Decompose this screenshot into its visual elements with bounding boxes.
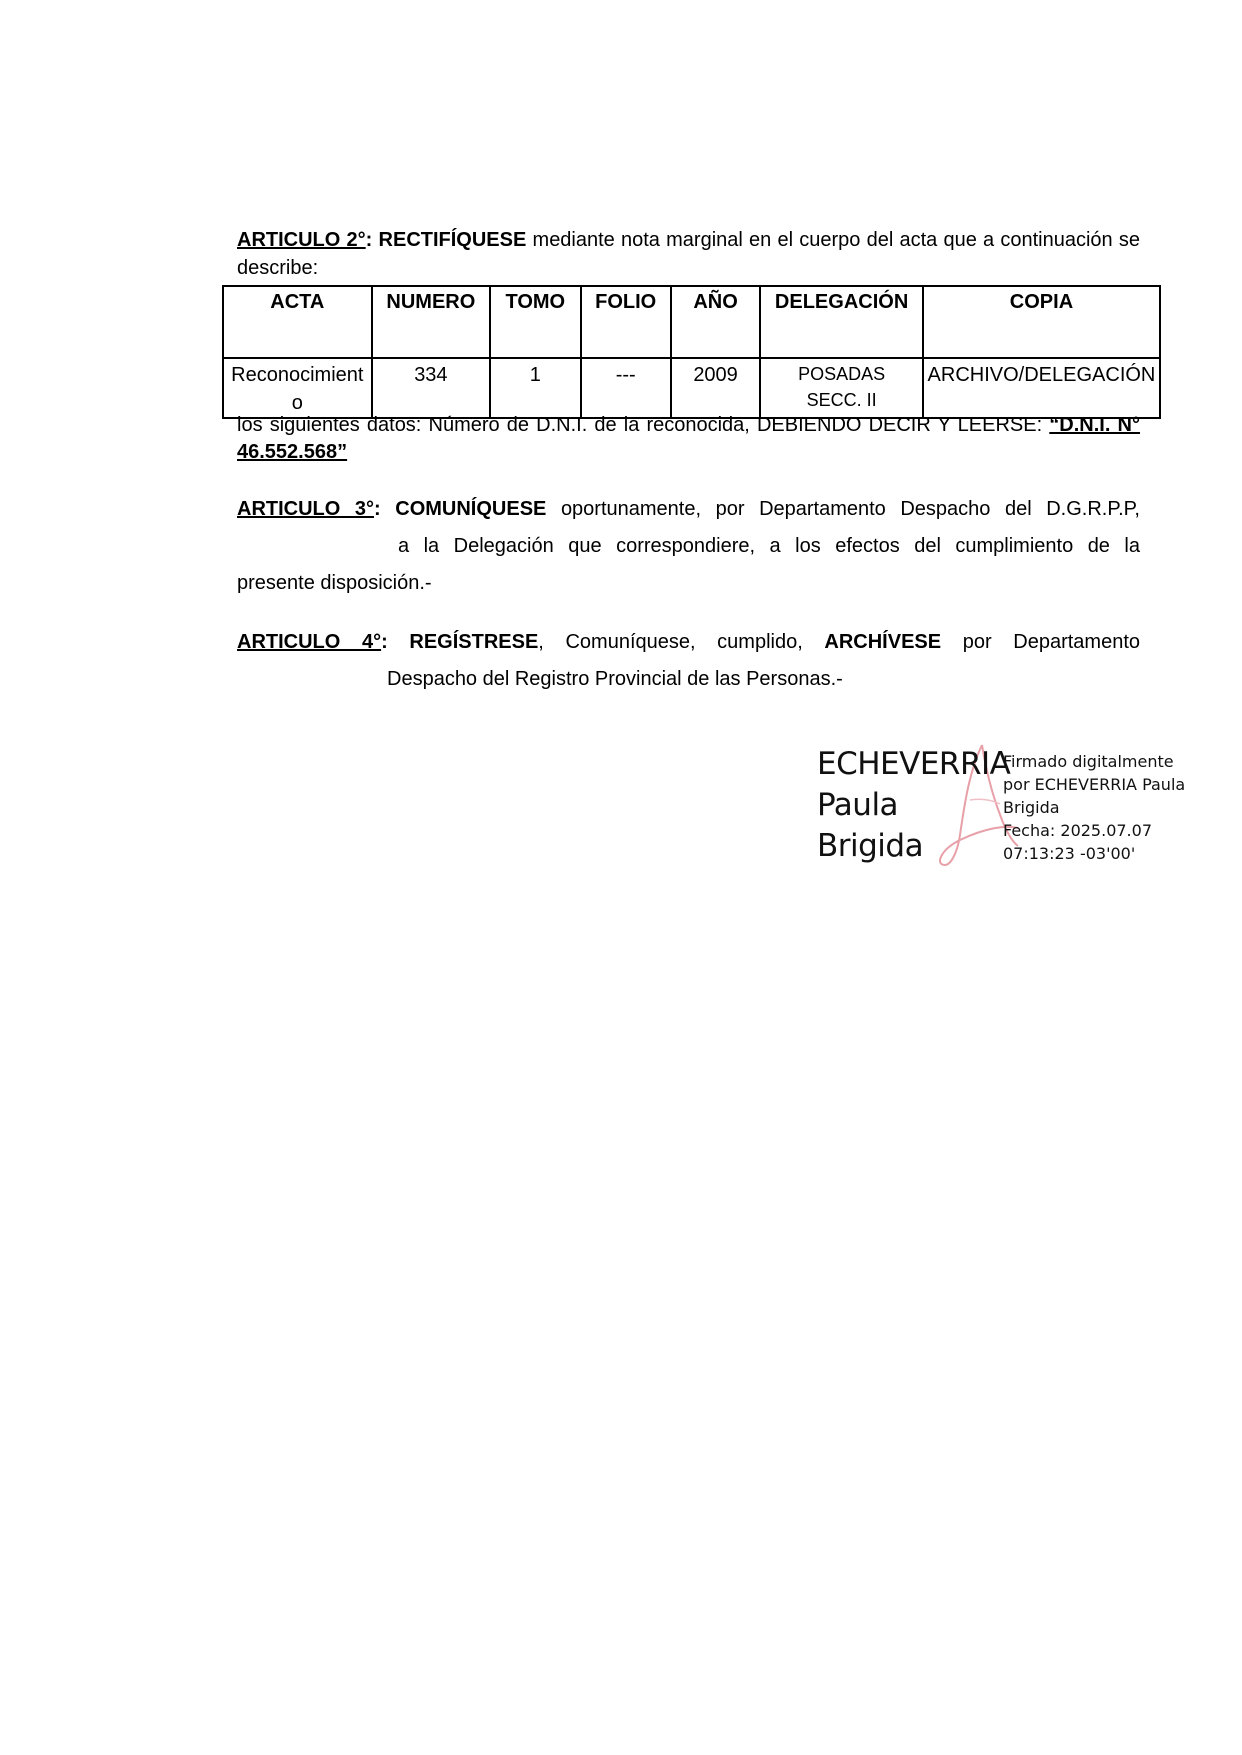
cell-copia: ARCHIVO/DELEGACIÓN — [923, 358, 1160, 418]
signature-detail-line: por ECHEVERRIA Paula — [1003, 775, 1186, 794]
signature-detail-line: Brigida — [1003, 798, 1060, 817]
acta-table — [222, 285, 1161, 419]
article-2-paragraph — [237, 226, 1140, 282]
signature-detail-line: Fecha: 2025.07.07 — [1003, 821, 1152, 840]
article-3-line2: a la Delegación que correspondiere, a los efectos del cumplimiento de la — [398, 535, 1140, 557]
article-2-label: ARTICULO 2° — [237, 229, 366, 251]
signature-detail-line: 07:13:23 -03'00' — [1003, 844, 1136, 863]
signature-name-line: Brigida — [817, 828, 924, 864]
article-3-paragraph — [237, 491, 1140, 602]
cell-delegacion: POSADAS SECC. II — [760, 358, 923, 418]
header-tomo: TOMO — [490, 286, 580, 358]
signature-name-line: ECHEVERRIA — [817, 746, 1011, 782]
rectification-data-paragraph — [237, 412, 1140, 466]
header-numero: NUMERO — [372, 286, 491, 358]
article-3-colon: : — [374, 498, 381, 520]
header-acta: ACTA — [223, 286, 372, 358]
article-4-text2: por Departamento — [941, 631, 1141, 653]
signature-details — [1003, 750, 1185, 865]
article-4-text1: , Comuníquese, cumplido, — [538, 631, 825, 653]
article-2-colon: : — [365, 229, 373, 251]
signature-name — [817, 744, 1010, 867]
article-4-verb-archivese: ARCHÍVESE — [824, 631, 942, 653]
header-copia: COPIA — [923, 286, 1160, 358]
rectification-text: los siguientes datos: Número de D.N.I. de la reconocida, DEBIENDO DECIR Y LEERSE: — [237, 414, 1050, 436]
article-4-label: ARTICULO 4° — [237, 631, 382, 653]
table-header-row — [223, 286, 1160, 358]
cell-acta: Reconocimiento — [223, 358, 372, 418]
dni-quote: “D.N.I. N° 46.552.568” — [237, 414, 1140, 463]
header-anio: AÑO — [671, 286, 760, 358]
header-delegacion: DELEGACIÓN — [760, 286, 923, 358]
article-4-colon: : — [381, 631, 388, 653]
article-3-label: ARTICULO 3° — [237, 498, 375, 520]
article-3-line1: oportunamente, por Departamento Despacho del D.G.R.P.P, — [546, 498, 1140, 520]
article-3-line3: presente disposición.- — [237, 572, 432, 594]
article-2-text: mediante nota marginal en el cuerpo del acta que a continuación se describe: — [237, 229, 1140, 279]
cell-anio: 2009 — [671, 358, 760, 418]
article-4-verb-registrese: REGÍSTRESE — [409, 631, 539, 653]
article-2-verb: RECTIFÍQUESE — [378, 229, 527, 251]
cell-numero: 334 — [372, 358, 491, 418]
cell-tomo: 1 — [490, 358, 580, 418]
cell-folio: --- — [581, 358, 671, 418]
signature-detail-line: Firmado digitalmente — [1003, 752, 1174, 771]
article-4-line2: Despacho del Registro Provincial de las Personas.- — [387, 668, 843, 690]
header-folio: FOLIO — [581, 286, 671, 358]
article-4-paragraph — [237, 624, 1140, 698]
signature-name-line: Paula — [817, 787, 899, 823]
table-row — [223, 358, 1160, 418]
article-3-verb: COMUNÍQUESE — [395, 498, 547, 520]
